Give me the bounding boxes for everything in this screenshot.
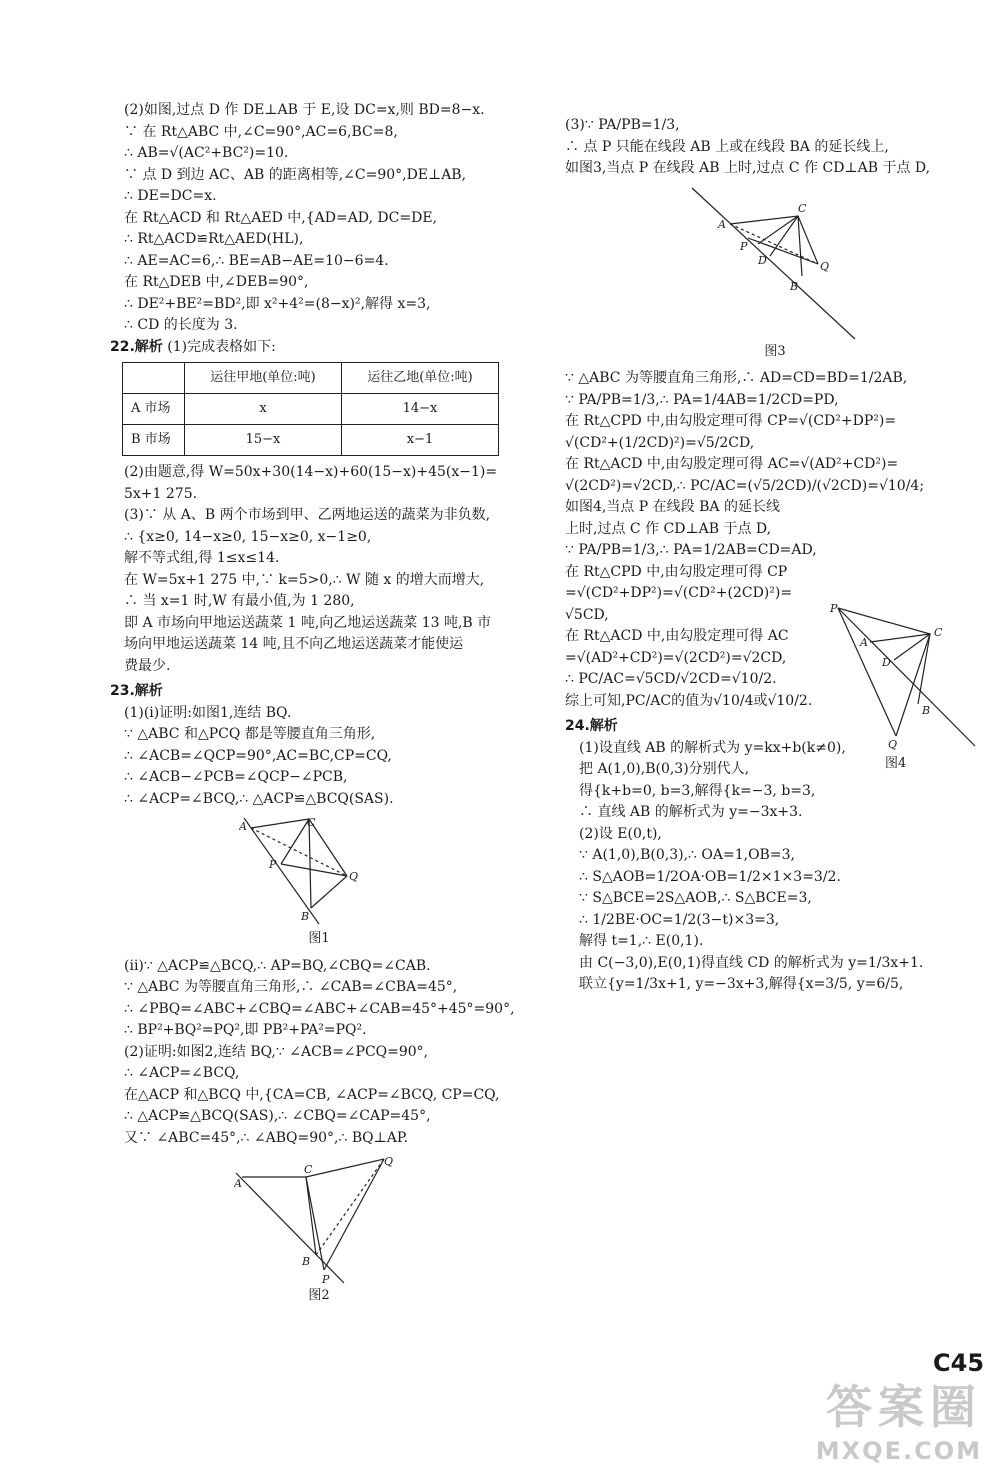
q23-part3 — [565, 115, 985, 180]
svg-text:A: A — [239, 820, 247, 833]
text-line: (3)∵ PA/PB=1/3, — [565, 117, 680, 133]
q21-continued — [110, 100, 528, 337]
text-line: ∵ PA/PB=1/3,∴ PA=1/4AB=1/2CD=PD, — [565, 391, 839, 408]
text-line: ∴ 1/2BE·OC=1/2(3−t)×3=3, — [579, 911, 780, 928]
right-column — [565, 115, 985, 996]
text-line: ∴ 直线 AB 的解析式为 y=−3x+3. — [579, 804, 803, 820]
text-line: ∴ BP²+BQ²=PQ²,即 PB²+PA²=PQ². — [124, 1022, 367, 1038]
text-line: 把 A(1,0),B(0,3)分别代人, — [579, 761, 750, 777]
svg-text:Q: Q — [820, 259, 830, 273]
q23-part2 — [110, 956, 528, 1150]
text-line: 在 Rt△DEB 中,∠DEB=90°, — [124, 274, 309, 290]
text-line: 在 Rt△ACD 中,由勾股定理可得 AC — [565, 628, 789, 644]
table-row — [123, 394, 499, 425]
text-line: 解不等式组,得 1≤x≤14. — [124, 550, 280, 566]
page-number: C45 — [933, 1349, 985, 1377]
q23-heading — [110, 681, 528, 703]
table-cell: A 市场 — [123, 394, 185, 425]
text-line: ∴ Rt△ACD≌Rt△AED(HL), — [124, 231, 304, 247]
text-line: ∴ PC/AC=√5CD/√2CD=√10/2. — [565, 671, 777, 687]
text-line: √5CD, — [565, 606, 609, 623]
table-cell: 14−x — [342, 394, 499, 425]
text-line: 上时,过点 C 作 CD⊥AB 于点 D, — [565, 520, 772, 537]
text-line: ∴ 点 P 只能在线段 AB 上或在线段 BA 的延长线上, — [565, 138, 889, 155]
text-line: (3)∵ 从 A、B 两个市场到甲、乙两地运送的蔬菜为非负数, — [124, 507, 491, 523]
text-line: ∵ △ABC 为等腰直角三角形,∴ AD=CD=BD=1/2AB, — [565, 370, 908, 386]
svg-text:C: C — [307, 816, 316, 829]
q22-number: 22.解析 — [110, 338, 163, 355]
text-line: 又∵ ∠ABC=45°,∴ ∠ABQ=90°,∴ BQ⊥AP. — [124, 1129, 408, 1146]
text-line: ∴ CD 的长度为 3. — [124, 317, 238, 333]
figure-2-caption: 图2 — [308, 1288, 330, 1303]
left-column — [110, 100, 528, 1313]
text-line: ∴ 当 x=1 时,W 有最小值,为 1 280, — [124, 593, 355, 609]
q23-number: 23.解析 — [110, 683, 163, 699]
text-line: ∵ S△BCE=2S△AOB,∴ S△BCE=3, — [579, 890, 812, 906]
text-line: (2)由题意,得 W=50x+30(14−x)+60(15−x)+45(x−1)= — [124, 464, 498, 480]
text-line: ∵ PA/PB=1/3,∴ PA=1/2AB=CD=AD, — [565, 542, 817, 558]
text-line: ∵ △ABC 和△PCQ 都是等腰直角三角形, — [124, 726, 376, 742]
svg-text:P: P — [830, 602, 838, 615]
q24-solution — [565, 738, 985, 996]
svg-text:P: P — [322, 1273, 330, 1285]
q22-solution — [110, 462, 528, 677]
table-row — [123, 425, 499, 456]
svg-text:C: C — [798, 201, 807, 215]
figure-2 — [234, 1155, 404, 1285]
text-line: (2)证明:如图2,连结 BQ,∵ ∠ACB=∠PCQ=90°, — [124, 1043, 429, 1060]
figure-3 — [690, 186, 860, 341]
text-line: 费最少. — [124, 657, 171, 674]
text-line: ∵ A(1,0),B(0,3),∴ OA=1,OB=3, — [579, 847, 795, 863]
table-cell: x−1 — [342, 425, 499, 456]
svg-text:C: C — [304, 1163, 313, 1176]
text-line: (ii)∵ △ACP≌△BCQ,∴ AP=BQ,∠CBQ=∠CAB. — [124, 957, 431, 974]
text-line: 如图4,当点 P 在线段 BA 的延长线 — [565, 499, 780, 515]
table-header-row — [123, 363, 499, 394]
text-line: (1)设直线 AB 的解析式为 y=kx+b(k≠0), — [579, 739, 846, 756]
text-line: 在 Rt△ACD 中,由勾股定理可得 AC=√(AD²+CD²)= — [565, 456, 899, 472]
text-line: ∴ ∠PBQ=∠ABC+∠CBQ=∠ABC+∠CAB=45°+45°=90°, — [124, 1000, 515, 1017]
q24-number: 24.解析 — [565, 718, 618, 734]
text-line: √(2CD²)=√2CD,∴ PC/AC=(√5/2CD)/(√2CD)=√10/4; — [565, 477, 925, 494]
table-header-cell: 运往甲地(单位:吨) — [185, 363, 342, 394]
text-line: 综上可知,PC/AC的值为√10/4或√10/2. — [565, 692, 813, 709]
text-line: (2)如图,过点 D 作 DE⊥AB 于 E,设 DC=x,则 BD=8−x. — [124, 102, 485, 118]
q22-heading — [110, 337, 528, 359]
text-line: 5x+1 275. — [124, 485, 198, 502]
text-line: ∴ DE²+BE²=BD²,即 x²+4²=(8−x)²,解得 x=3, — [124, 295, 431, 312]
text-line: 得{k+b=0, b=3,解得{k=−3, b=3, — [579, 782, 816, 799]
figure-4-caption: 图4 — [885, 756, 907, 771]
text-line: 解得 t=1,∴ E(0,1). — [579, 933, 704, 949]
svg-text:C: C — [934, 626, 943, 639]
svg-text:Q: Q — [384, 1155, 394, 1168]
text-line: 场向甲地运送蔬菜 14 吨,且不向乙地运送蔬菜才能使运 — [124, 636, 464, 652]
text-line: ∵ △ABC 为等腰直角三角形,∴ ∠CAB=∠CBA=45°, — [124, 979, 458, 995]
svg-text:A: A — [234, 1177, 242, 1190]
svg-text:A: A — [860, 636, 868, 649]
text-line: √(CD²+(1/2CD)²)=√5/2CD, — [565, 434, 755, 451]
figure-1-caption: 图1 — [308, 931, 330, 946]
svg-text:Q: Q — [888, 738, 898, 751]
table-cell: B 市场 — [123, 425, 185, 456]
text-line: 即 A 市场向甲地运送蔬菜 1 吨,向乙地运送蔬菜 13 吨,B 市 — [124, 614, 492, 631]
table-cell: 15−x — [185, 425, 342, 456]
text-line: 由 C(−3,0),E(0,1)得直线 CD 的解析式为 y=1/3x+1. — [579, 954, 924, 971]
text-line: 联立{y=1/3x+1, y=−3x+3,解得{x=3/5, y=6/5, — [579, 976, 904, 992]
text-line: ∴ ∠ACB=∠QCP=90°,AC=BC,CP=CQ, — [124, 747, 392, 764]
text-line: ∵ 在 Rt△ABC 中,∠C=90°,AC=6,BC=8, — [124, 123, 398, 140]
svg-text:A: A — [718, 217, 726, 231]
text-line: 如图3,当点 P 在线段 AB 上时,过点 C 作 CD⊥AB 于点 D, — [565, 160, 931, 176]
text-line: 在 Rt△CPD 中,由勾股定理可得 CP=√(CD²+DP²)= — [565, 413, 897, 429]
text-line: ∴ AB=√(AC²+BC²)=10. — [124, 145, 289, 161]
svg-text:D: D — [758, 253, 767, 267]
text-line: (1)(i)证明:如图1,连结 BQ. — [124, 704, 292, 721]
svg-text:Q: Q — [349, 870, 359, 883]
text-line: 在 Rt△CPD 中,由勾股定理可得 CP — [565, 563, 788, 580]
text-line: =√(CD²+DP²)=√(CD²+(2CD)²)= — [565, 585, 793, 601]
text-line: ∴ DE=DC=x. — [124, 188, 217, 204]
figure-4 — [830, 586, 980, 751]
text-line: =√(AD²+CD²)=√(2CD²)=√2CD, — [565, 649, 787, 666]
q22-intro: (1)完成表格如下: — [167, 338, 276, 355]
transport-table — [122, 362, 499, 456]
figure-3-caption: 图3 — [764, 343, 786, 359]
svg-text:B: B — [302, 1255, 311, 1268]
watermark-title: 答案圈 — [826, 1380, 982, 1434]
text-line: 在 W=5x+1 275 中,∵ k=5>0,∴ W 随 x 的增大而增大, — [124, 571, 485, 588]
table-cell: x — [185, 394, 342, 425]
text-line: ∵ 点 D 到边 AC、AB 的距离相等,∠C=90°,DE⊥AB, — [124, 166, 467, 183]
text-line: 在△ACP 和△BCQ 中,{CA=CB, ∠ACP=∠BCQ, CP=CQ, — [124, 1086, 500, 1103]
text-line: 在 Rt△ACD 和 Rt△AED 中,{AD=AD, DC=DE, — [124, 209, 437, 226]
text-line: ∴ △ACP≌△BCQ(SAS),∴ ∠CBQ=∠CAP=45°, — [124, 1108, 431, 1124]
text-line: (2)设 E(0,t), — [579, 825, 662, 842]
table-header-cell — [123, 363, 185, 394]
text-line: ∴ {x≥0, 14−x≥0, 15−x≥0, x−1≥0, — [124, 528, 372, 545]
q23-part1 — [110, 703, 528, 811]
svg-text:P: P — [269, 858, 277, 871]
svg-text:D: D — [882, 656, 891, 669]
figure-1 — [239, 816, 399, 928]
text-line: ∴ ∠ACB−∠PCB=∠QCP−∠PCB, — [124, 769, 348, 785]
text-line: ∴ S△AOB=1/2OA·OB=1/2×1×3=3/2. — [579, 868, 841, 885]
svg-text:B: B — [922, 704, 931, 717]
text-line: ∴ AE=AC=6,∴ BE=AB−AE=10−6=4. — [124, 252, 389, 269]
svg-text:P: P — [740, 239, 748, 253]
svg-text:B: B — [301, 910, 310, 923]
watermark-url: MXQE.COM — [815, 1437, 982, 1465]
table-header-cell: 运往乙地(单位:吨) — [342, 363, 499, 394]
text-line: ∴ ∠ACP=∠BCQ,∴ △ACP≌△BCQ(SAS). — [124, 790, 394, 807]
text-line: ∴ ∠ACP=∠BCQ, — [124, 1065, 240, 1081]
svg-text:B: B — [790, 279, 799, 293]
watermark-logo — [816, 1371, 982, 1465]
